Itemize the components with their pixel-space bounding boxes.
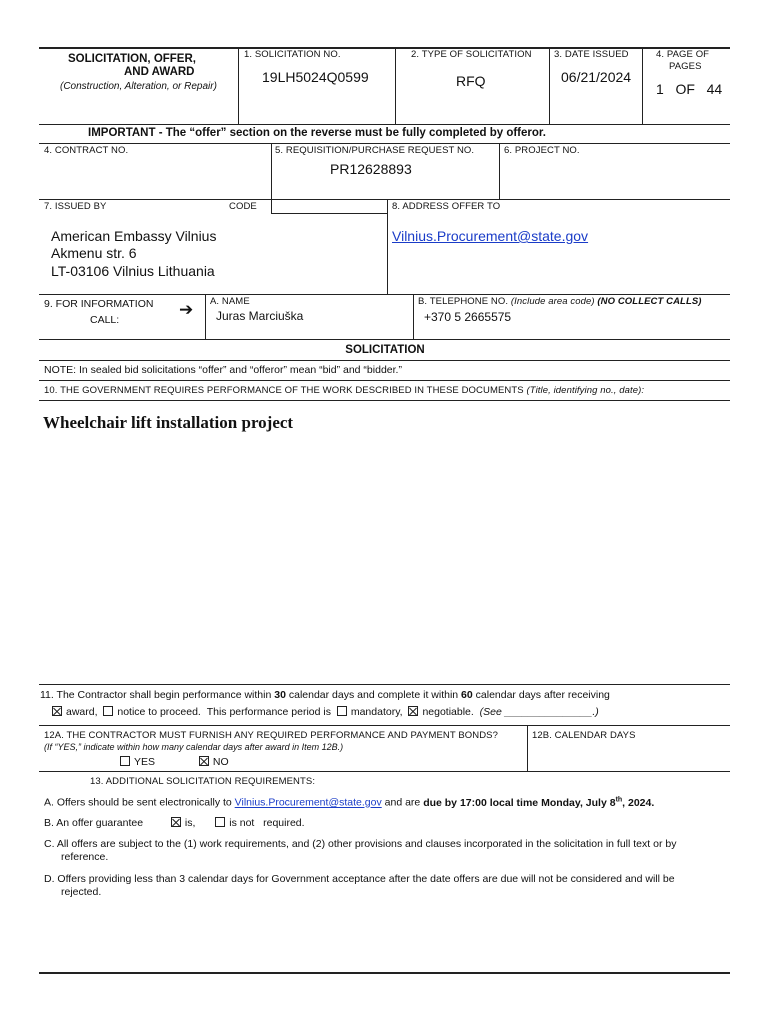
award-checkbox[interactable] — [52, 706, 62, 716]
item12a-label: 12A. THE CONTRACTOR MUST FURNISH ANY REQUIRED PERFORMANCE AND PAYMENT BONDS? — [44, 730, 498, 741]
form-title-line2: AND AWARD — [124, 66, 195, 78]
telephone-label-area: (Include area code) — [510, 296, 595, 307]
code-label: CODE — [229, 201, 257, 212]
form-border-bottom — [39, 972, 730, 974]
row9-vline-1 — [205, 294, 206, 339]
item12a-options — [120, 756, 229, 768]
solicitation-no-label: 1. SOLICITATION NO. — [244, 49, 341, 60]
row7-top-line — [39, 199, 730, 200]
solicitation-heading: SOLICITATION — [345, 344, 425, 356]
item13-a-email-link[interactable]: Vilnius.Procurement@state.gov — [234, 796, 382, 809]
item13-a — [44, 796, 654, 809]
header-vline-3 — [549, 47, 550, 124]
item13-a-deadline: due by 17:00 local time Monday, July 8 — [423, 796, 616, 809]
row4-vline-1 — [271, 143, 272, 213]
item13-a-end: , 2024. — [622, 796, 655, 809]
notice-checkbox[interactable] — [103, 706, 113, 716]
item13-d-line1: D. Offers providing less than 3 calendar days for Government acceptance after the date offers are due will not be considered and will be — [44, 873, 675, 885]
item11-text-1: 11. The Contractor shall begin performance within — [40, 689, 272, 701]
solicitation-no-value: 19LH5024Q0599 — [262, 69, 369, 85]
row9-vline-2 — [413, 294, 414, 339]
solicitation-top-line — [39, 339, 730, 340]
page-of-word: OF — [675, 81, 695, 97]
item10-label-italic: (Title, identifying no., date): — [526, 385, 645, 396]
item13-a-pre: A. Offers should be sent electronically to — [44, 796, 232, 809]
telephone-value: +370 5 2665575 — [424, 310, 512, 324]
guarantee-is-checkbox[interactable] — [171, 817, 181, 827]
item12-vline — [527, 725, 528, 771]
row4-top-line — [39, 143, 730, 144]
page-current: 1 — [656, 81, 664, 97]
item13-b-pre: B. An offer guarantee — [44, 817, 144, 829]
page-of-label-line1: 4. PAGE OF — [656, 49, 710, 60]
negotiable-checkbox[interactable] — [408, 706, 418, 716]
date-issued-value: 06/21/2024 — [561, 69, 632, 85]
item12a-sub: (If “YES,” indicate within how many calendar days after award in Item 12B.) — [44, 742, 344, 752]
date-issued-label: 3. DATE ISSUED — [554, 49, 629, 60]
item11-text-3: calendar days after receiving — [475, 689, 610, 701]
offer-email-link[interactable]: Vilnius.Procurement@state.gov — [392, 228, 589, 244]
guarantee-isnot-label: is not — [229, 817, 255, 829]
issuer-address-line1: American Embassy Vilnius — [51, 228, 217, 244]
item13-d-line2: rejected. — [61, 886, 102, 898]
item11-line1 — [40, 689, 610, 701]
item10-label-main: 10. THE GOVERNMENT REQUIRES PERFORMANCE OF THE WORK DESCRIBED IN THESE DOCUMENTS — [44, 385, 524, 396]
contract-no-label: 4. CONTRACT NO. — [44, 145, 129, 156]
mandatory-label: mandatory, — [350, 706, 403, 718]
item10-label — [44, 385, 644, 396]
header-divider — [39, 124, 730, 125]
item11-see-reference: (See _______________.) — [479, 706, 599, 718]
requisition-no-value: PR12628893 — [330, 161, 412, 177]
important-notice: IMPORTANT - The “offer” section on the reverse must be fully completed by offeror. — [88, 127, 546, 139]
issuer-address-line3: LT-03106 Vilnius Lithuania — [51, 263, 215, 279]
item12-bottom-line — [39, 771, 730, 772]
sealed-bid-note: NOTE: In sealed bid solicitations “offer” and “offeror” mean “bid” and “bidder.” — [44, 364, 402, 376]
note-line — [39, 380, 730, 381]
item12-top-line — [39, 725, 730, 726]
item13-b — [44, 817, 305, 829]
item13-c-line2: reference. — [61, 851, 109, 863]
solicitation-type-label: 2. TYPE OF SOLICITATION — [411, 49, 532, 60]
project-no-label: 6. PROJECT NO. — [504, 145, 580, 156]
award-label: award, — [66, 706, 98, 718]
for-information-label-line2: CALL: — [90, 314, 120, 326]
form-title-line1: SOLICITATION, OFFER, — [68, 53, 196, 65]
work-title: Wheelchair lift installation project — [43, 413, 294, 432]
negotiable-label: negotiable. — [422, 706, 474, 718]
telephone-label — [418, 296, 702, 307]
item13-b-required: required. — [263, 817, 305, 829]
page-number-value — [656, 81, 722, 97]
address-offer-to-label: 8. ADDRESS OFFER TO — [392, 201, 501, 212]
item13-heading: 13. ADDITIONAL SOLICITATION REQUIREMENTS: — [90, 776, 316, 787]
requisition-no-label: 5. REQUISITION/PURCHASE REQUEST NO. — [275, 145, 475, 156]
page-of-label-line2: PAGES — [669, 61, 702, 72]
header-vline-2 — [395, 47, 396, 124]
row4-vline-2 — [499, 143, 500, 199]
item11-days-begin: 30 — [274, 689, 286, 701]
for-information-label-line1: 9. FOR INFORMATION — [44, 298, 154, 310]
item11-text-4: This performance period is — [206, 706, 331, 718]
contact-name-value: Juras Marciuška — [216, 309, 304, 323]
form-subtitle: (Construction, Alteration, or Repair) — [60, 81, 217, 92]
row7-vline — [387, 199, 388, 294]
page-total: 44 — [706, 81, 723, 97]
header-vline-4 — [642, 47, 643, 124]
bonds-yes-label: YES — [134, 756, 156, 768]
mandatory-checkbox[interactable] — [337, 706, 347, 716]
item10-line — [39, 400, 730, 401]
contact-name-label: A. NAME — [210, 296, 250, 307]
item11-top-line — [39, 684, 730, 685]
item13-c-line1: C. All offers are subject to the (1) work requirements, and (2) other provisions and clauses incorporated in the solicitation in full text or by — [44, 838, 677, 850]
solicitation-type-value: RFQ — [456, 73, 486, 89]
arrow-right-icon: ➔ — [179, 300, 194, 319]
telephone-label-main: B. TELEPHONE NO. — [418, 296, 509, 307]
issued-by-label: 7. ISSUED BY — [44, 201, 107, 212]
guarantee-is-label: is, — [184, 817, 196, 829]
solicitation-heading-line — [39, 360, 730, 361]
item12b-label: 12B. CALENDAR DAYS — [532, 730, 636, 741]
header-vline-1 — [238, 47, 239, 124]
guarantee-isnot-checkbox[interactable] — [215, 817, 225, 827]
item11-text-2: calendar days and complete it within — [288, 689, 459, 701]
item13-a-mid: and are — [384, 796, 421, 809]
telephone-label-collect: (NO COLLECT CALLS) — [597, 296, 702, 307]
code-box-bottom — [271, 213, 387, 214]
item11-line2 — [52, 706, 599, 718]
item11-days-complete: 60 — [461, 689, 473, 701]
bonds-no-checkbox[interactable] — [199, 756, 209, 766]
notice-label: notice to proceed. — [117, 706, 201, 718]
bonds-no-label: NO — [212, 756, 229, 768]
issuer-address-line2: Akmenu str. 6 — [51, 245, 137, 261]
bonds-yes-checkbox[interactable] — [120, 756, 130, 766]
row9-top-line — [39, 294, 730, 295]
item13-a-sup: th — [615, 796, 623, 803]
